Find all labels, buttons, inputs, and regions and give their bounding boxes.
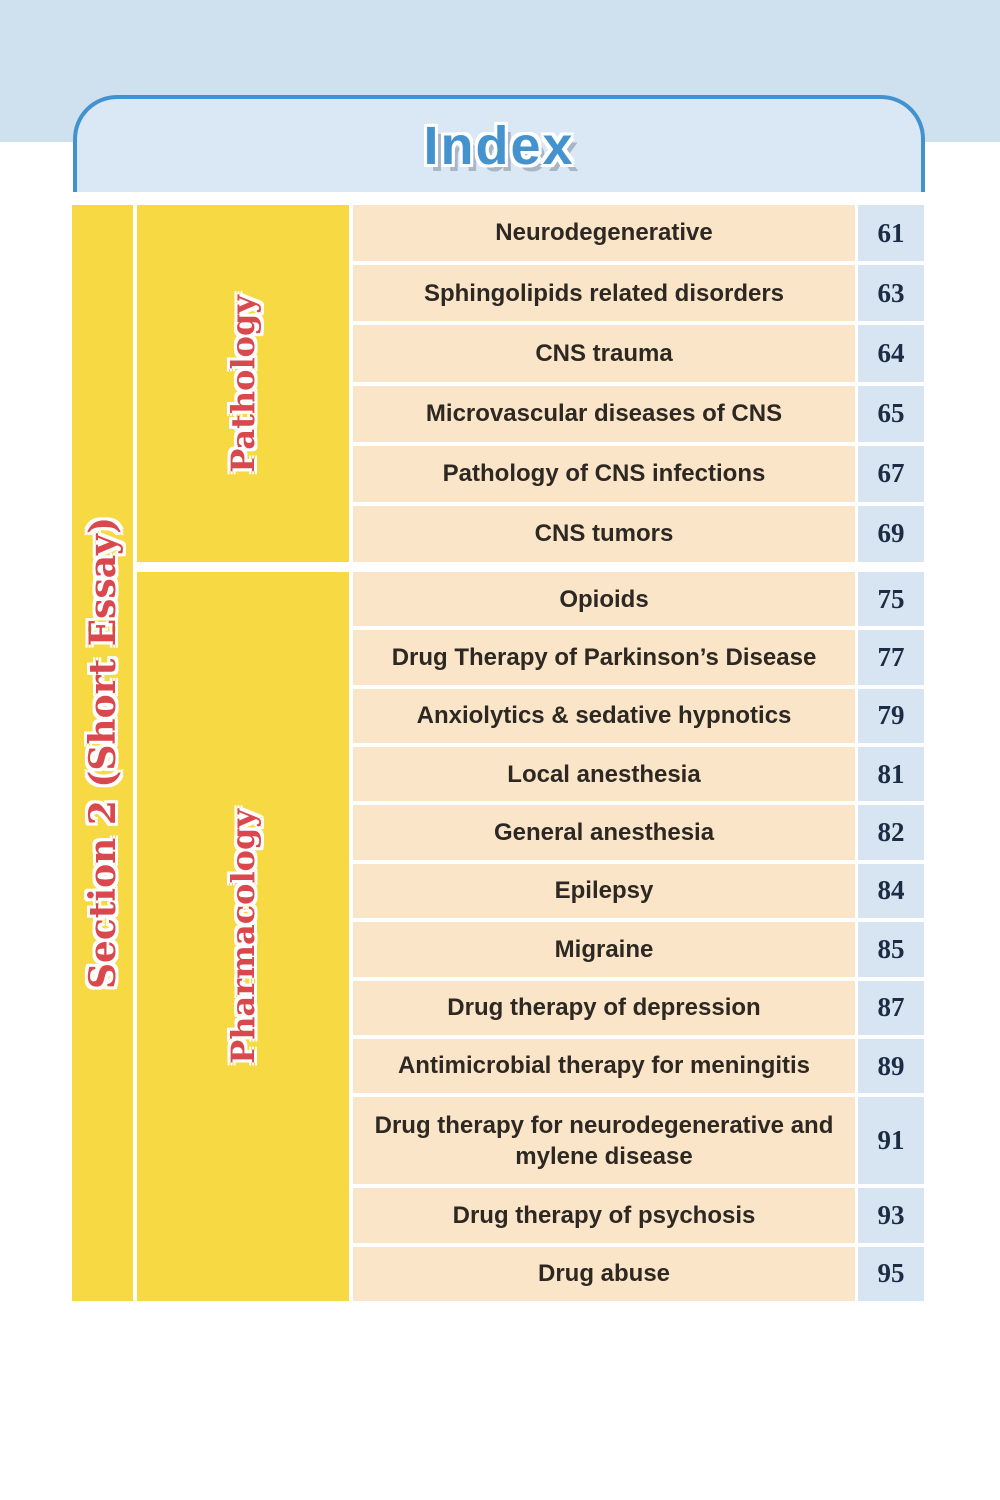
section-sidebar <box>72 205 133 1301</box>
toc-page-number: 64 <box>858 325 924 381</box>
toc-topic: Opioids <box>353 572 855 626</box>
toc-page-number: 82 <box>858 805 924 859</box>
toc-topic: General anesthesia <box>353 805 855 859</box>
toc-row <box>353 446 924 502</box>
toc-page-number: 63 <box>858 265 924 321</box>
toc-topic: Microvascular diseases of CNS <box>353 386 855 442</box>
toc-topic: CNS trauma <box>353 325 855 381</box>
toc-page-number: 85 <box>858 922 924 976</box>
toc-page-number: 93 <box>858 1188 924 1242</box>
toc-page-number: 95 <box>858 1247 924 1301</box>
toc-page-number: 81 <box>858 747 924 801</box>
toc-row <box>353 689 924 743</box>
toc-page-number: 79 <box>858 689 924 743</box>
toc-sections <box>137 205 924 1301</box>
toc-page-number: 65 <box>858 386 924 442</box>
toc-row <box>353 864 924 918</box>
toc-topic: Local anesthesia <box>353 747 855 801</box>
toc-page-number: 77 <box>858 630 924 684</box>
index-header-panel <box>73 95 925 192</box>
toc-topic: Anxiolytics & sedative hypnotics <box>353 689 855 743</box>
toc-page-number: 61 <box>858 205 924 261</box>
toc-page-number: 91 <box>858 1097 924 1184</box>
toc-topic: Drug abuse <box>353 1247 855 1301</box>
section-block-pharmacology <box>137 572 924 1301</box>
toc-topic: Drug Therapy of Parkinson’s Disease <box>353 630 855 684</box>
category-cell-pathology <box>137 205 349 562</box>
toc-row <box>353 572 924 626</box>
category-label-pharmacology: Pharmacology <box>224 809 262 1064</box>
section-label: Section 2 (Short Essay) <box>81 516 124 990</box>
toc-topic: Epilepsy <box>353 864 855 918</box>
pharmacology-rows <box>353 572 924 1301</box>
toc-page-number: 87 <box>858 981 924 1035</box>
toc-row <box>353 1247 924 1301</box>
toc-page-number: 69 <box>858 506 924 562</box>
toc-row <box>353 205 924 261</box>
toc-row <box>353 1097 924 1184</box>
page-title: Index <box>423 115 575 176</box>
toc-row <box>353 386 924 442</box>
toc-row <box>353 325 924 381</box>
toc-topic: Sphingolipids related disorders <box>353 265 855 321</box>
toc-row <box>353 265 924 321</box>
table-of-contents <box>72 205 924 1301</box>
toc-topic: Pathology of CNS infections <box>353 446 855 502</box>
toc-row <box>353 981 924 1035</box>
toc-topic: Antimicrobial therapy for meningitis <box>353 1039 855 1093</box>
toc-row <box>353 805 924 859</box>
toc-page-number: 84 <box>858 864 924 918</box>
toc-topic: CNS tumors <box>353 506 855 562</box>
toc-topic: Drug therapy of psychosis <box>353 1188 855 1242</box>
toc-topic: Neurodegenerative <box>353 205 855 261</box>
pathology-rows <box>353 205 924 562</box>
toc-topic: Drug therapy for neurodegenerative and mylene disease <box>353 1097 855 1184</box>
toc-page-number: 67 <box>858 446 924 502</box>
toc-row <box>353 747 924 801</box>
toc-page-number: 89 <box>858 1039 924 1093</box>
toc-topic: Migraine <box>353 922 855 976</box>
section-block-pathology <box>137 205 924 562</box>
toc-row <box>353 506 924 562</box>
category-label-pathology: Pathology <box>224 294 262 473</box>
category-cell-pharmacology <box>137 572 349 1301</box>
toc-row <box>353 922 924 976</box>
toc-row <box>353 1039 924 1093</box>
toc-row <box>353 1188 924 1242</box>
toc-page-number: 75 <box>858 572 924 626</box>
toc-row <box>353 630 924 684</box>
toc-topic: Drug therapy of depression <box>353 981 855 1035</box>
